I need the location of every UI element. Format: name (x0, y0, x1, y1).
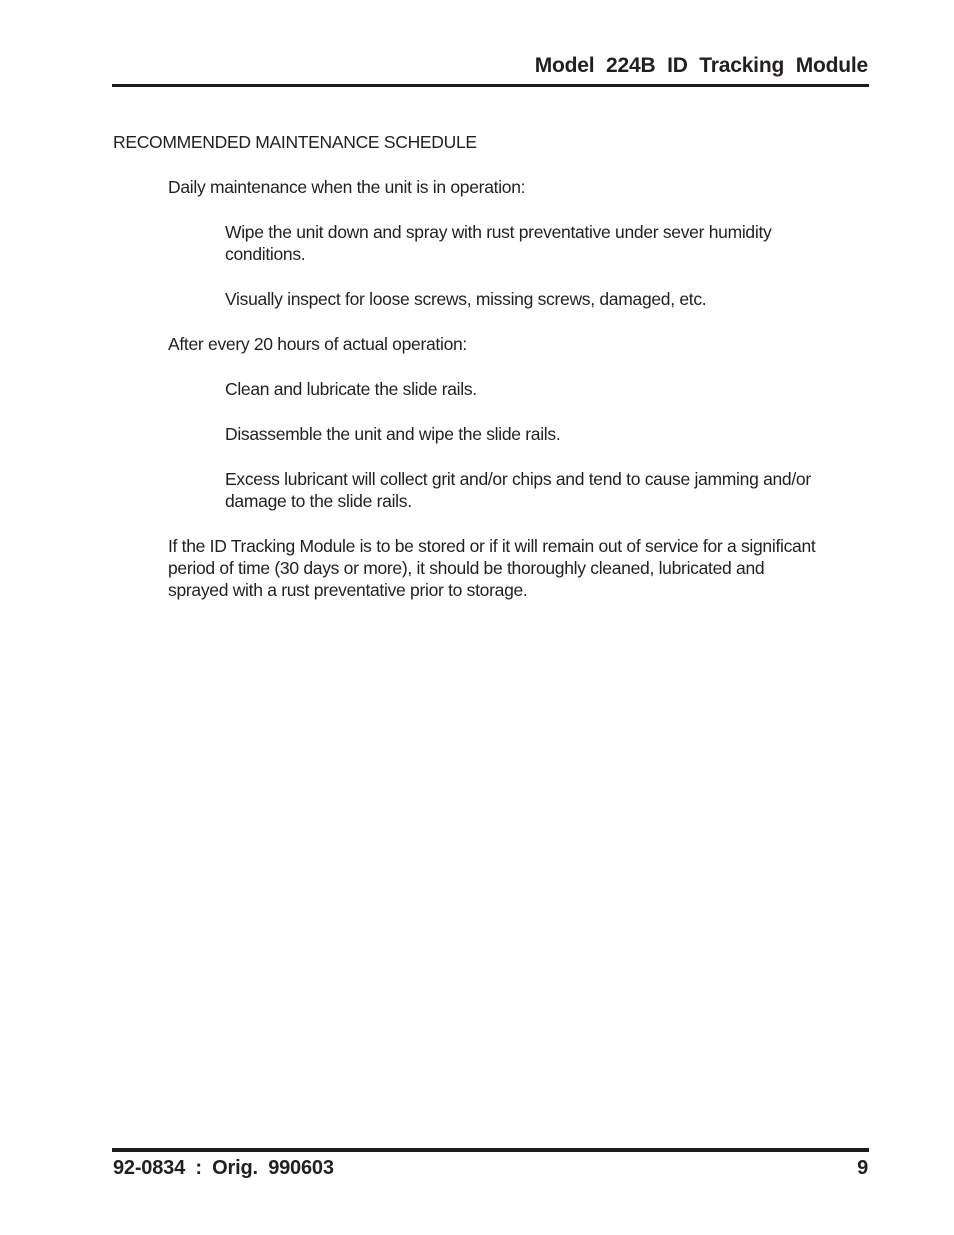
section-heading: RECOMMENDED MAINTENANCE SCHEDULE (113, 132, 477, 152)
paragraph (225, 423, 894, 445)
paragraph-line: sprayed with a rust preventative prior to storage. (168, 580, 528, 600)
paragraph-line: Visually inspect for loose screws, missing screws, damaged, etc. (225, 289, 707, 309)
document-number: 92-0834 : Orig. 990603 (113, 1157, 334, 1179)
paragraph-line: conditions. (225, 244, 306, 264)
paragraph (168, 176, 894, 198)
page-footer (113, 1157, 868, 1180)
page-content (113, 131, 894, 624)
paragraph (168, 535, 894, 601)
page-number: 9 (857, 1157, 868, 1179)
paragraph (168, 333, 894, 355)
footer-rule (112, 1148, 869, 1152)
paragraph-line: Clean and lubricate the slide rails. (225, 379, 477, 399)
paragraph-line: Disassemble the unit and wipe the slide rails. (225, 424, 561, 444)
paragraph (225, 288, 894, 310)
paragraph-line: damage to the slide rails. (225, 491, 412, 511)
paragraphs (113, 176, 894, 601)
paragraph (225, 468, 894, 512)
paragraph-line: If the ID Tracking Module is to be stored or if it will remain out of service for a significant (168, 536, 816, 556)
page-header-title: Model 224B ID Tracking Module (534, 54, 868, 77)
paragraph-line: period of time (30 days or more), it should be thoroughly cleaned, lubricated and (168, 558, 765, 578)
paragraph-line: After every 20 hours of actual operation: (168, 334, 467, 354)
header-rule (112, 84, 869, 87)
paragraph-line: Daily maintenance when the unit is in operation: (168, 177, 526, 197)
paragraph-line: Wipe the unit down and spray with rust preventative under sever humidity (225, 222, 772, 242)
paragraph (225, 378, 894, 400)
paragraph-line: Excess lubricant will collect grit and/or chips and tend to cause jamming and/or (225, 469, 811, 489)
paragraph (225, 221, 894, 265)
